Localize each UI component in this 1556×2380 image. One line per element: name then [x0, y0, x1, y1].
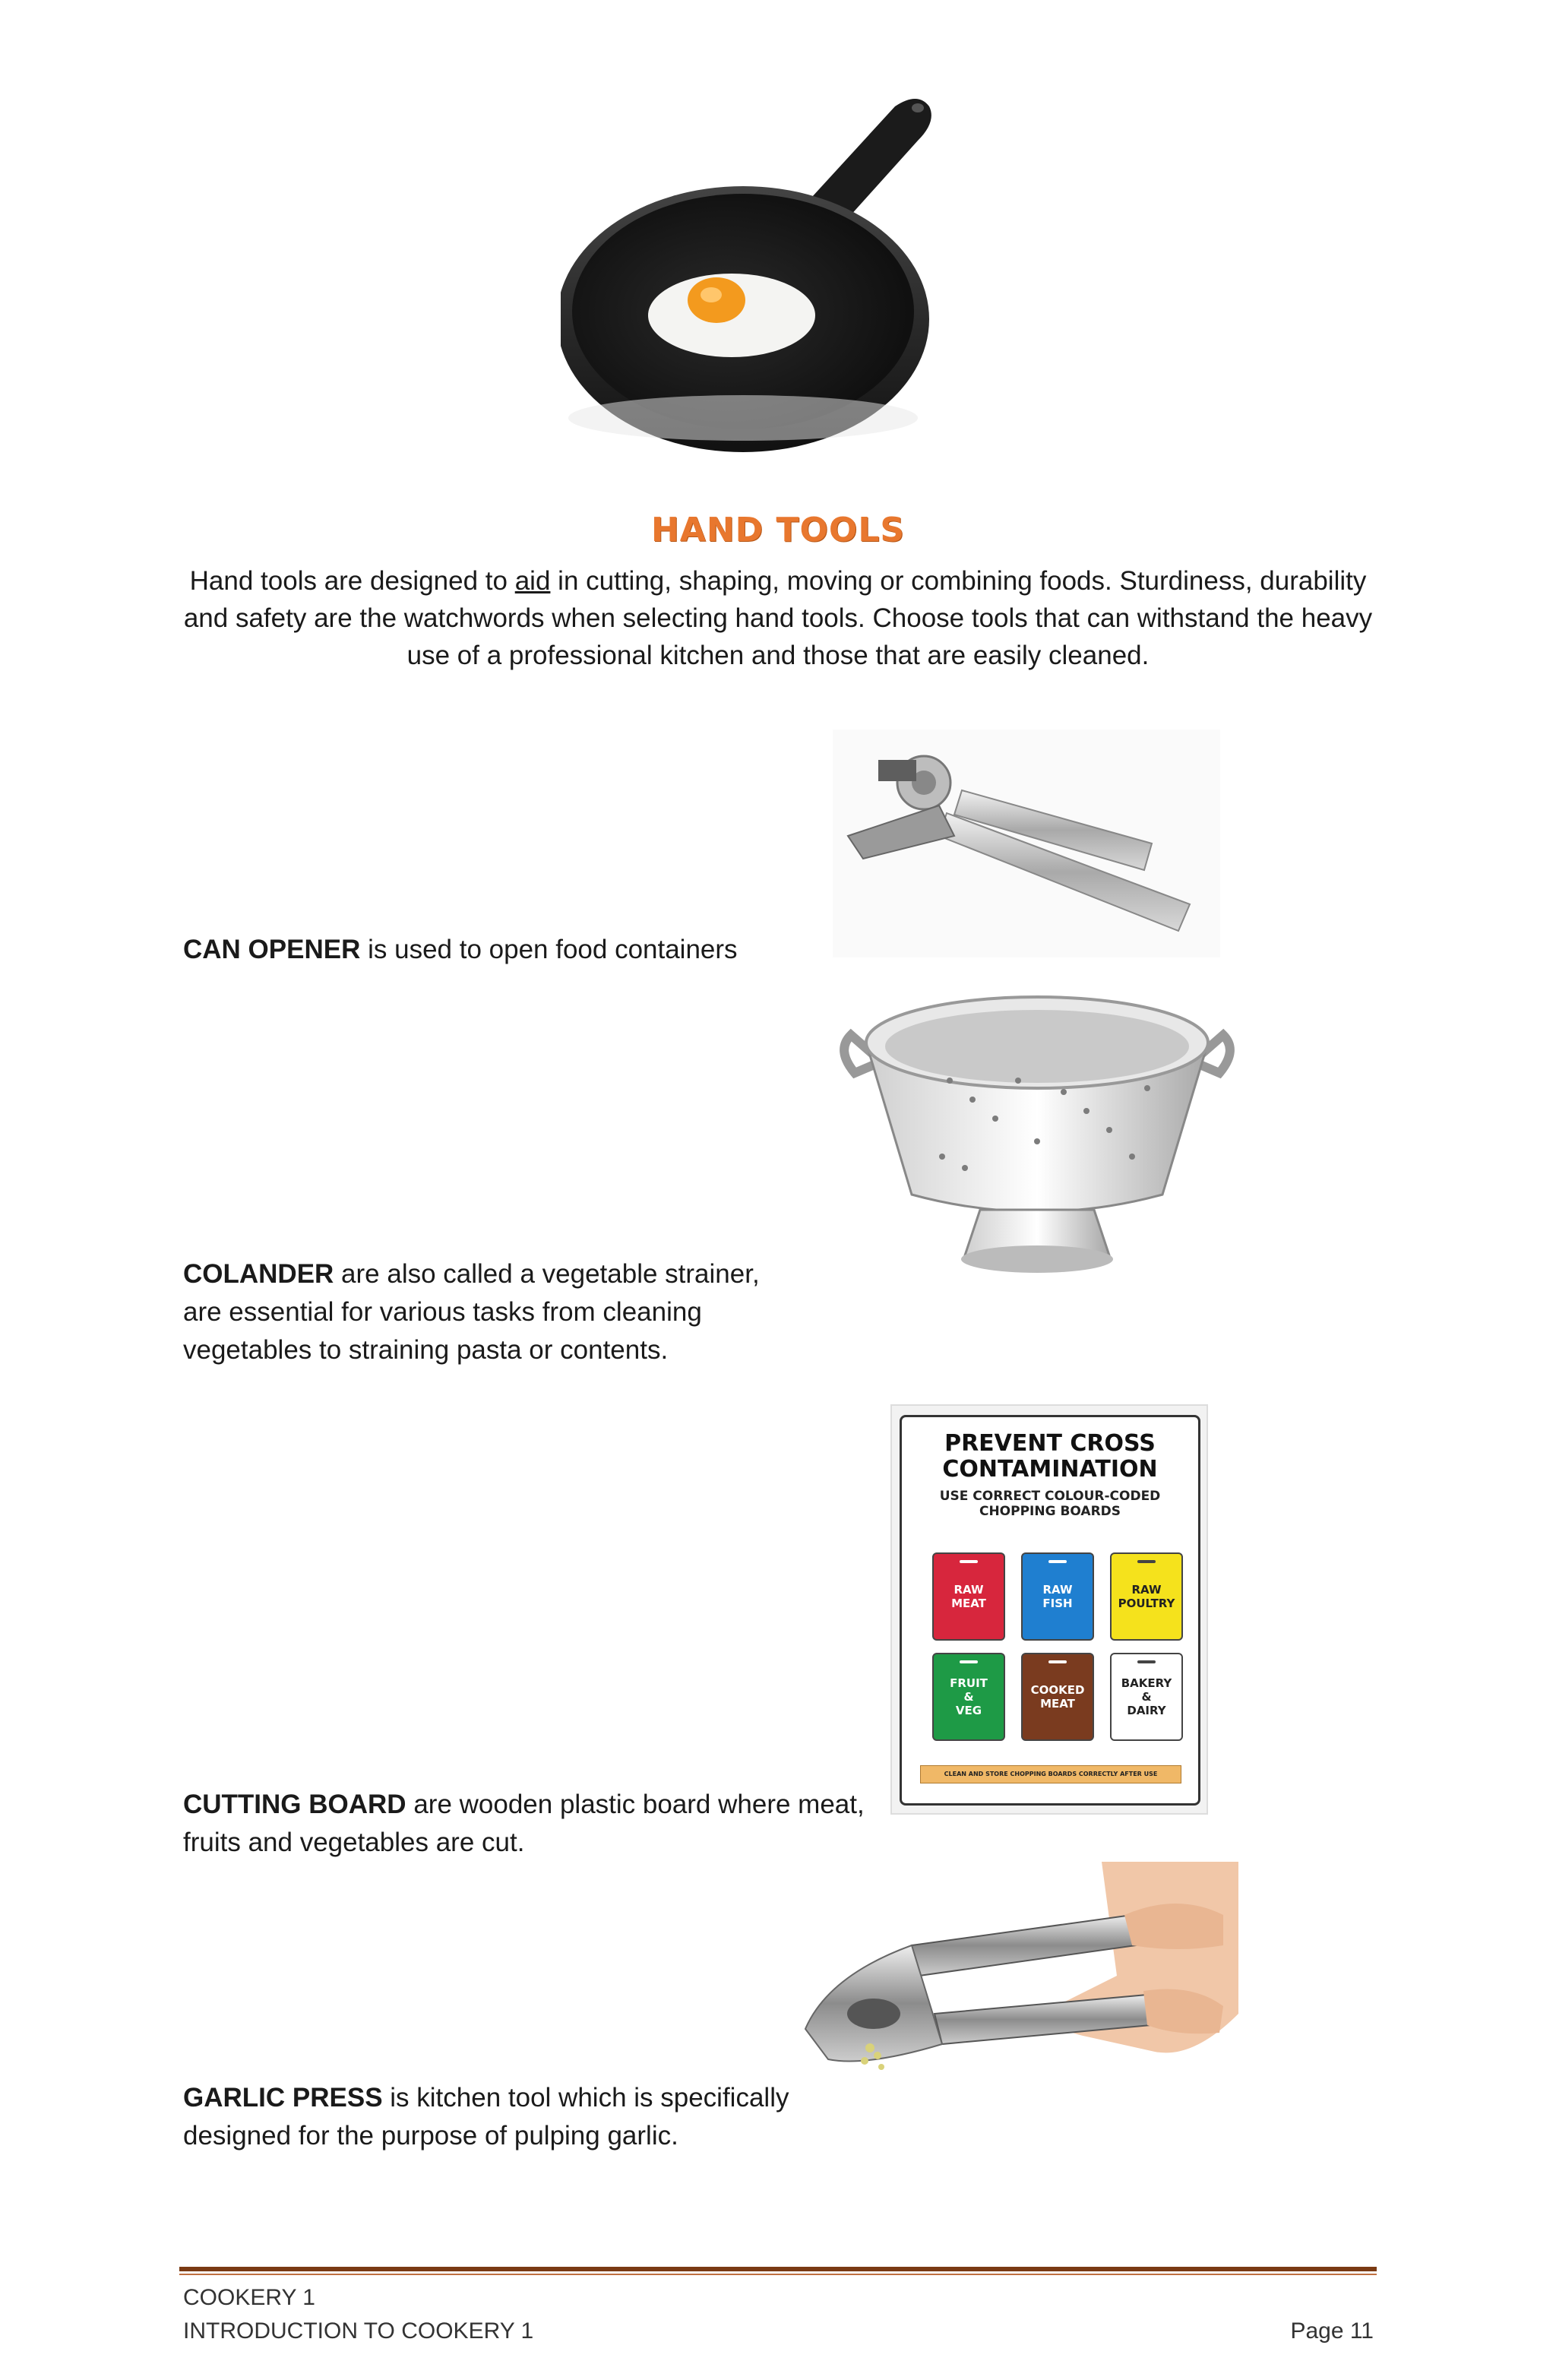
section-title: HAND TOOLS [650, 511, 906, 549]
board-handle-slot [1048, 1560, 1067, 1563]
garlic-press-line-2: designed for the purpose of pulping garlic. [183, 2121, 678, 2151]
page-number: Page 11 [1290, 2318, 1374, 2344]
footer-subtitle: INTRODUCTION TO COOKERY 1 [183, 2318, 534, 2344]
cutting-board-description [183, 1786, 865, 1862]
board-label-line: COOKED [1030, 1683, 1085, 1697]
poster-heading-line-2: CONTAMINATION [942, 1456, 1158, 1483]
garlic-press-image [798, 1862, 1238, 2097]
board-label-line: DAIRY [1127, 1704, 1166, 1717]
board-label-line: RAW [1131, 1583, 1162, 1597]
colander-line-1 [183, 1255, 760, 1293]
poster-frame [900, 1415, 1200, 1806]
colander-text-1: are also called a vegetable strainer, [334, 1259, 760, 1289]
frying-pan-image [561, 84, 971, 456]
can-opener-image [833, 730, 1220, 957]
cutting-board-line-2: fruits and vegetables are cut. [183, 1828, 525, 1857]
board-label-line: BAKERY [1121, 1676, 1172, 1690]
colander-description [183, 1255, 760, 1369]
board-label-line: & [963, 1690, 974, 1704]
garlic-press-term: GARLIC PRESS [183, 2083, 383, 2113]
colander-line-2: are essential for various tasks from cleaning [183, 1297, 702, 1327]
board-label-line: VEG [955, 1704, 982, 1717]
board-handle-slot [1048, 1660, 1067, 1663]
poster-heading-line-1: PREVENT CROSS [944, 1430, 1156, 1457]
poster-subheading-line-1: USE CORRECT COLOUR-CODED [939, 1489, 1161, 1504]
garlic-press-description [183, 2079, 789, 2155]
board-label-line: MEAT [1040, 1697, 1075, 1711]
poster-heading [902, 1431, 1198, 1483]
board-label-line: FRUIT [950, 1676, 988, 1690]
footer-rule [179, 2267, 1377, 2271]
footer-course: COOKERY 1 [183, 2285, 315, 2310]
colander-term: COLANDER [183, 1259, 334, 1289]
chopping-board-6 [1110, 1653, 1183, 1741]
board-handle-slot [960, 1560, 978, 1563]
chopping-board-5 [1021, 1653, 1094, 1741]
intro-paragraph [175, 562, 1381, 674]
can-opener-line-1 [183, 931, 738, 969]
board-handle-slot [1137, 1560, 1156, 1563]
garlic-press-line-1 [183, 2079, 789, 2117]
can-opener-term: CAN OPENER [183, 935, 361, 964]
can-opener-description [183, 931, 738, 969]
cutting-board-term: CUTTING BOARD [183, 1790, 406, 1819]
board-label-line: RAW [954, 1583, 984, 1597]
colander-line-3: vegetables to straining pasta or contents. [183, 1335, 669, 1365]
can-opener-text: is used to open food containers [360, 935, 738, 964]
colander-image [836, 967, 1238, 1286]
board-label-line: MEAT [951, 1597, 986, 1610]
board-label-line: RAW [1042, 1583, 1073, 1597]
chopping-board-2 [1021, 1552, 1094, 1641]
board-label-line: FISH [1042, 1597, 1073, 1610]
chopping-board-poster [890, 1404, 1208, 1815]
cutting-board-text-1: are wooden plastic board where meat, [406, 1790, 865, 1819]
chopping-board-1 [932, 1552, 1005, 1641]
poster-subheading [902, 1489, 1198, 1519]
chopping-board-4 [932, 1653, 1005, 1741]
poster-subheading-line-2: CHOPPING BOARDS [979, 1504, 1121, 1519]
board-handle-slot [1137, 1660, 1156, 1663]
board-label-line: POULTRY [1118, 1597, 1175, 1610]
intro-text-start: Hand tools are designed to [189, 566, 515, 596]
intro-underlined-word: aid [514, 566, 551, 596]
footer-rule-thin [179, 2274, 1377, 2275]
cutting-board-line-1 [183, 1786, 865, 1824]
intro-text-end: in cutting, shaping, moving or combining foods. Sturdiness, durability and safety are the watchwords when selecting hand tools. Choose tools that can withstand the heavy use of a professional kitchen and those that are easily cleaned. [183, 566, 1373, 670]
poster-banner: CLEAN AND STORE CHOPPING BOARDS CORRECTLY AFTER USE [920, 1765, 1181, 1783]
chopping-board-3 [1110, 1552, 1183, 1641]
board-handle-slot [960, 1660, 978, 1663]
garlic-press-text-1: is kitchen tool which is specifically [382, 2083, 789, 2113]
board-label-line: & [1141, 1690, 1152, 1704]
